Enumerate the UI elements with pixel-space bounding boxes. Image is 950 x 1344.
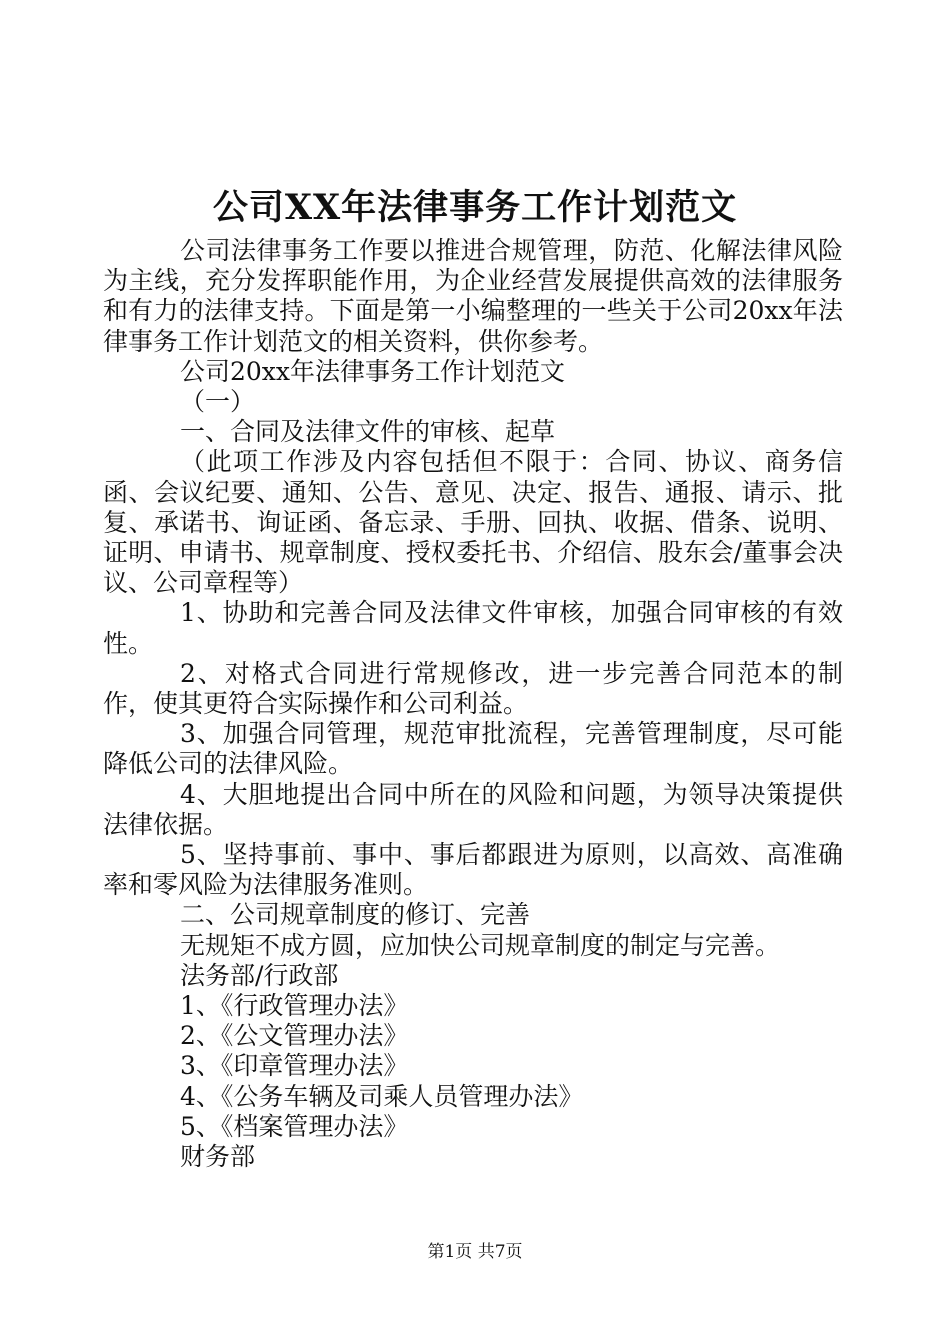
- list-item-paragraph: 3、加强合同管理，规范审批流程，完善管理制度，尽可能降低公司的法律风险。: [103, 719, 843, 779]
- department-label: 法务部/行政部: [180, 960, 339, 990]
- intro-paragraph: 公司法律事务工作要以推进合规管理，防范、化解法律风险为主线，充分发挥职能作用，为企业经营发展提供高效的法律服务和有力的法律支持。下面是第一小编整理的一些关于公司20xx年法律事务工作计划范文的相关资料，供你参考。: [103, 236, 843, 356]
- department-label: 财务部: [180, 1142, 256, 1172]
- list-item-paragraph: 4、大胆地提出合同中所在的风险和问题，为领导决策提供法律依据。: [103, 779, 843, 839]
- document-title: 公司XX年法律事务工作计划范文: [212, 187, 738, 228]
- list-item: 4、《公务车辆及司乘人员管理办法》: [180, 1081, 584, 1111]
- list-item-paragraph: 1、协助和完善合同及法律文件审核，加强合同审核的有效性。: [103, 598, 843, 658]
- list-item: 2、《公文管理办法》: [180, 1021, 409, 1051]
- document-body: [103, 236, 843, 1172]
- subtitle-line: 公司20xx年法律事务工作计划范文: [180, 356, 566, 386]
- body-paragraph: （此项工作涉及内容包括但不限于：合同、协议、商务信函、会议纪要、通知、公告、意见、决定、报告、通报、请示、批复、承诺书、询证函、备忘录、手册、回执、收据、借条、说明、证明、申请书、规章制度、授权委托书、介绍信、股东会/董事会决议、公司章程等）: [103, 447, 843, 598]
- list-item: 3、《印章管理办法》: [180, 1051, 409, 1081]
- list-item-paragraph: 2、对格式合同进行常规修改，进一步完善合同范本的制作，使其更符合实际操作和公司利益。: [103, 658, 843, 719]
- section-marker: （一）: [180, 387, 256, 417]
- list-item: 1、《行政管理办法》: [180, 991, 409, 1021]
- list-item: 5、《档案管理办法》: [180, 1111, 409, 1141]
- page-footer: 第1页 共7页: [427, 1242, 523, 1262]
- section-heading: 二、公司规章制度的修订、完善: [180, 900, 531, 930]
- section-heading: 一、合同及法律文件的审核、起草: [180, 417, 556, 447]
- list-item-paragraph: 5、坚持事前、事中、事后都跟进为原则，以高效、高准确率和零风险为法律服务准则。: [103, 840, 843, 900]
- body-line: 无规矩不成方圆，应加快公司规章制度的制定与完善。: [180, 930, 781, 960]
